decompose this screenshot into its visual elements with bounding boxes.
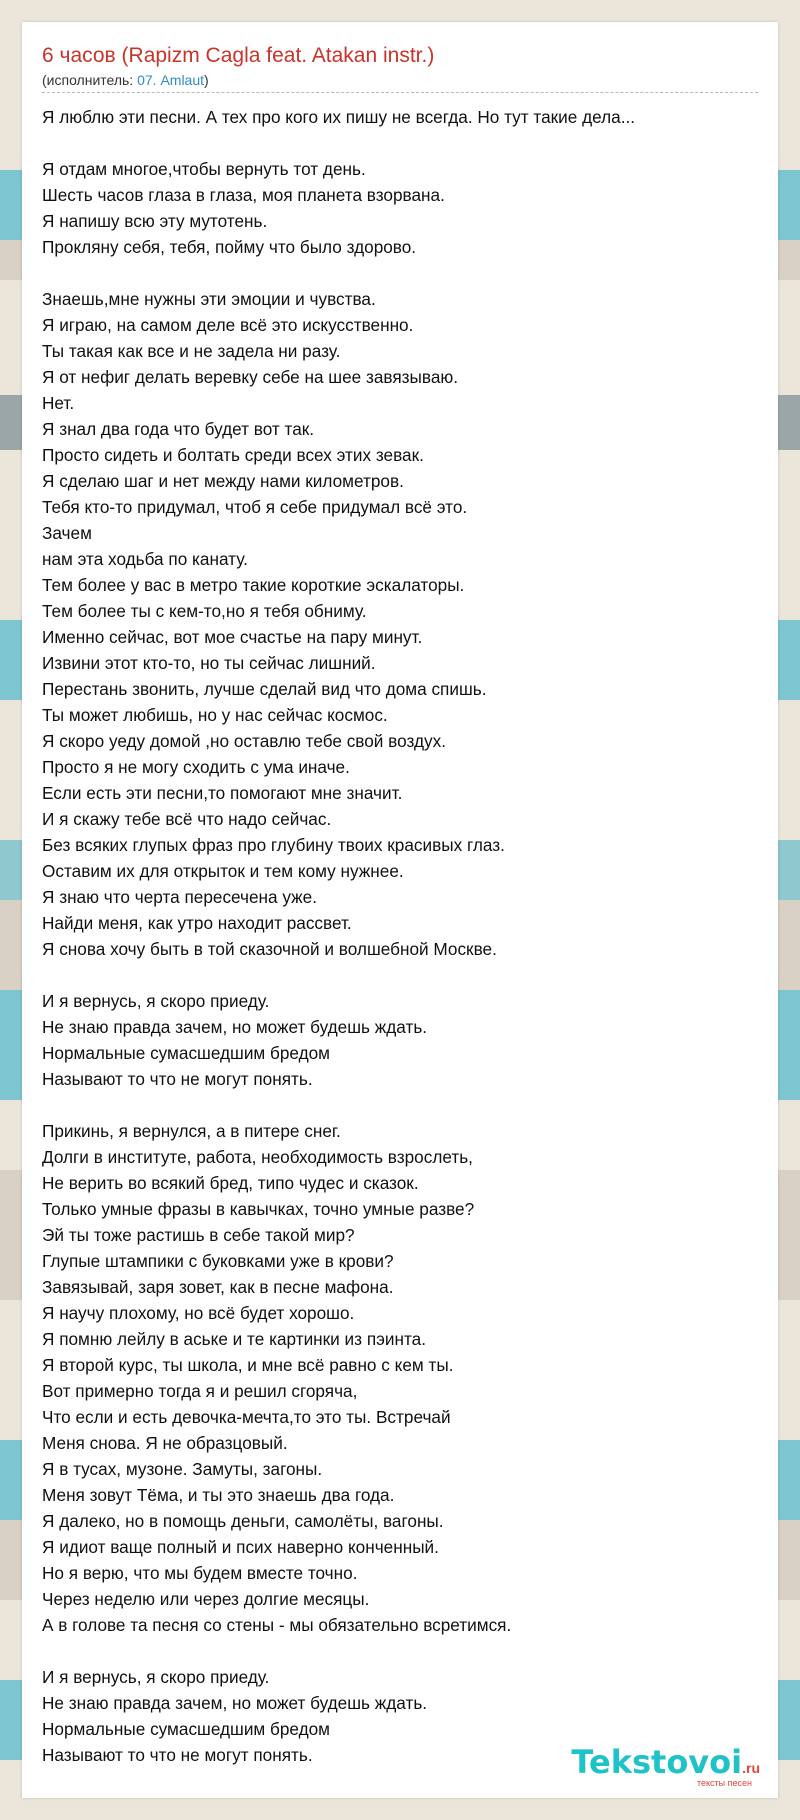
lyrics-text: [42, 104, 758, 1768]
lyrics-line: Тем более ты с кем-то,но я тебя обниму.: [42, 601, 367, 621]
lyrics-blank-line: [42, 962, 758, 988]
lyrics-line: Оставим их для открыток и тем кому нужнее.: [42, 861, 404, 881]
lyrics-line: Называют то что не могут понять.: [42, 1069, 313, 1089]
lyrics-line: Шесть часов глаза в глаза, моя планета взорвана.: [42, 185, 445, 205]
lyrics-line: Зачем: [42, 523, 92, 543]
lyrics-line: Прикинь, я вернулся, а в питере снег.: [42, 1121, 341, 1141]
lyrics-line: Завязывай, заря зовет, как в песне мафона.: [42, 1277, 394, 1297]
lyrics-line: Я скоро уеду домой ,но оставлю тебе свой воздух.: [42, 731, 446, 751]
lyrics-line: Меня снова. Я не образцовый.: [42, 1433, 288, 1453]
lyrics-line: Я далеко, но в помощь деньги, самолёты, вагоны.: [42, 1511, 444, 1531]
song-title: 6 часов (Rapizm Cagla feat. Atakan instr.): [42, 44, 435, 67]
lyrics-line: Нормальные сумасшедшим бредом: [42, 1043, 330, 1063]
performer-link[interactable]: 07. Amlaut: [137, 72, 205, 88]
lyrics-blank-line: [42, 1638, 758, 1664]
performer-suffix: ): [204, 72, 209, 88]
performer-prefix: (исполнитель:: [42, 72, 138, 88]
lyrics-line: Просто сидеть и болтать среди всех этих зевак.: [42, 445, 424, 465]
lyrics-line: Я от нефиг делать веревку себе на шее завязываю.: [42, 367, 459, 387]
lyrics-line: Я люблю эти песни. А тех про кого их пишу не всегда. Но тут такие дела...: [42, 107, 636, 127]
lyrics-blank-line: [42, 1092, 758, 1118]
lyrics-line: И я вернусь, я скоро приеду.: [42, 1667, 270, 1687]
lyrics-line: Тем более у вас в метро такие короткие эскалаторы.: [42, 575, 465, 595]
lyrics-line: Нормальные сумасшедшим бредом: [42, 1719, 330, 1739]
lyrics-line: Глупые штампики с буковками уже в крови?: [42, 1251, 394, 1271]
lyrics-line: Не знаю правда зачем, но может будешь ждать.: [42, 1693, 428, 1713]
lyrics-line: Только умные фразы в кавычках, точно умные разве?: [42, 1199, 475, 1219]
lyrics-line: нам эта ходьба по канату.: [42, 549, 248, 569]
lyrics-line: Извини этот кто-то, но ты сейчас лишний.: [42, 653, 376, 673]
lyrics-line: Найди меня, как утро находит рассвет.: [42, 913, 352, 933]
performer-line: [42, 72, 209, 88]
site-logo[interactable]: [571, 1743, 760, 1788]
lyrics-line: Я знаю что черта пересечена уже.: [42, 887, 317, 907]
lyrics-line: Я играю, на самом деле всё это искусственно.: [42, 315, 414, 335]
lyrics-line: Знаешь,мне нужны эти эмоции и чувства.: [42, 289, 376, 309]
lyrics-card: [22, 22, 778, 1798]
lyrics-line: Я знал два года что будет вот так.: [42, 419, 315, 439]
lyrics-line: Я идиот ваще полный и псих наверно конченный.: [42, 1537, 439, 1557]
lyrics-line: Но я верю, что мы будем вместе точно.: [42, 1563, 358, 1583]
lyrics-line: Я снова хочу быть в той сказочной и волшебной Москве.: [42, 939, 497, 959]
lyrics-blank-line: [42, 260, 758, 286]
lyrics-line: Что если и есть девочка-мечта,то это ты. Встречай: [42, 1407, 451, 1427]
lyrics-line: Меня зовут Тёма, и ты это знаешь два года.: [42, 1485, 395, 1505]
lyrics-line: Ты может любишь, но у нас сейчас космос.: [42, 705, 388, 725]
lyrics-line: И я вернусь, я скоро приеду.: [42, 991, 270, 1011]
lyrics-blank-line: [42, 130, 758, 156]
lyrics-line: Я в тусах, музоне. Замуты, загоны.: [42, 1459, 323, 1479]
lyrics-line: Не знаю правда зачем, но может будешь ждать.: [42, 1017, 428, 1037]
lyrics-line: Я научу плохому, но всё будет хорошо.: [42, 1303, 355, 1323]
lyrics-line: И я скажу тебе всё что надо сейчас.: [42, 809, 332, 829]
lyrics-line: Через неделю или через долгие месяцы.: [42, 1589, 370, 1609]
lyrics-line: Именно сейчас, вот мое счастье на пару минут.: [42, 627, 423, 647]
lyrics-line: Не верить во всякий бред, типо чудес и сказок.: [42, 1173, 419, 1193]
logo-tagline: тексты песен: [696, 1778, 752, 1788]
lyrics-line: Ты такая как все и не задела ни разу.: [42, 341, 341, 361]
lyrics-line: Я помню лейлу в аське и те картинки из пэинта.: [42, 1329, 426, 1349]
lyrics-line: Я напишу всю эту мутотень.: [42, 211, 268, 231]
lyrics-line: Вот примерно тогда я и решил сгоряча,: [42, 1381, 358, 1401]
lyrics-line: Без всяких глупых фраз про глубину твоих красивых глаз.: [42, 835, 505, 855]
lyrics-line: Тебя кто-то придумал, чтоб я себе придумал всё это.: [42, 497, 468, 517]
lyrics-line: А в голове та песня со стены - мы обязательно всретимся.: [42, 1615, 512, 1635]
lyrics-line: Называют то что не могут понять.: [42, 1745, 313, 1765]
lyrics-line: Долги в институте, работа, необходимость взрослеть,: [42, 1147, 473, 1167]
lyrics-line: Я отдам многое,чтобы вернуть тот день.: [42, 159, 366, 179]
lyrics-line: Нет.: [42, 393, 75, 413]
logo-wordmark: Tekstovoi: [571, 1743, 743, 1781]
lyrics-line: Прокляну себя, тебя, пойму что было здорово.: [42, 237, 417, 257]
lyrics-line: Перестань звонить, лучше сделай вид что дома спишь.: [42, 679, 487, 699]
lyrics-line: Я второй курс, ты школа, и мне всё равно с кем ты.: [42, 1355, 454, 1375]
title-divider: [42, 92, 758, 93]
lyrics-line: Просто я не могу сходить с ума иначе.: [42, 757, 350, 777]
lyrics-line: Я сделаю шаг и нет между нами километров.: [42, 471, 404, 491]
lyrics-line: Эй ты тоже растишь в себе такой мир?: [42, 1225, 355, 1245]
logo-domain-suffix: .ru: [742, 1760, 760, 1776]
lyrics-line: Если есть эти песни,то помогают мне значит.: [42, 783, 403, 803]
